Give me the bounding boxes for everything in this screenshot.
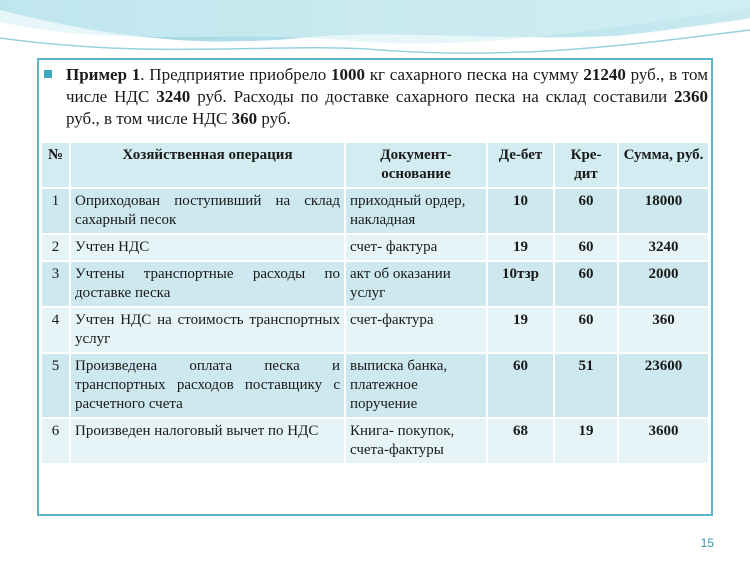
row-document: акт об оказании услуг <box>345 261 487 307</box>
intro-segment: руб., в том числе НДС <box>66 65 708 106</box>
row-sum: 3600 <box>618 418 709 464</box>
row-document: приходный ордер, накладная <box>345 188 487 234</box>
row-credit: 19 <box>554 418 618 464</box>
intro-segment: . Предприятие приобрело <box>140 65 331 84</box>
intro-number: 21240 <box>583 65 626 84</box>
intro-paragraph <box>44 64 708 130</box>
header-sum: Сумма, руб. <box>618 142 709 188</box>
intro-segment: руб., в том числе НДС <box>66 109 232 128</box>
intro-number: 3240 <box>156 87 191 106</box>
row-credit: 51 <box>554 353 618 418</box>
row-debit: 10тзр <box>487 261 554 307</box>
intro-segment: руб. <box>257 109 291 128</box>
row-credit: 60 <box>554 188 618 234</box>
header-debit: Де-бет <box>487 142 554 188</box>
row-document: счет- фактура <box>345 234 487 261</box>
operations-table <box>40 141 710 465</box>
intro-number: 1000 <box>331 65 365 84</box>
row-debit: 68 <box>487 418 554 464</box>
table-header-row <box>41 142 709 188</box>
row-operation: Произведен налоговый вычет по НДС <box>70 418 345 464</box>
intro-segment: руб. Расходы по доставке сахарного песка на склад составили <box>190 87 675 106</box>
header-operation: Хозяйственная операция <box>70 142 345 188</box>
row-debit: 19 <box>487 234 554 261</box>
intro-segment: кг сахарного песка на сумму <box>365 65 584 84</box>
bullet-square-icon <box>44 70 52 78</box>
row-document: счет-фактура <box>345 307 487 353</box>
row-number: 1 <box>41 188 70 234</box>
table-row <box>41 234 709 261</box>
table-row <box>41 353 709 418</box>
table-row <box>41 188 709 234</box>
row-credit: 60 <box>554 307 618 353</box>
header-number: № <box>41 142 70 188</box>
row-sum: 3240 <box>618 234 709 261</box>
example-label: Пример 1 <box>66 65 141 84</box>
row-document: выписка банка, платежное поручение <box>345 353 487 418</box>
table-row <box>41 307 709 353</box>
row-number: 3 <box>41 261 70 307</box>
row-operation: Учтен НДС на стоимость транспортных услуг <box>70 307 345 353</box>
table-row <box>41 418 709 464</box>
row-number: 6 <box>41 418 70 464</box>
row-sum: 23600 <box>618 353 709 418</box>
header-credit: Кре-дит <box>554 142 618 188</box>
row-debit: 19 <box>487 307 554 353</box>
row-sum: 360 <box>618 307 709 353</box>
row-operation: Учтены транспортные расходы по доставке песка <box>70 261 345 307</box>
row-sum: 18000 <box>618 188 709 234</box>
row-debit: 10 <box>487 188 554 234</box>
row-credit: 60 <box>554 261 618 307</box>
intro-text <box>66 64 708 130</box>
header-document: Документ-основание <box>345 142 487 188</box>
row-operation: Оприходован поступивший на склад сахарный песок <box>70 188 345 234</box>
row-operation: Произведена оплата песка и транспортных расходов поставщику с расчетного счета <box>70 353 345 418</box>
row-operation: Учтен НДС <box>70 234 345 261</box>
row-debit: 60 <box>487 353 554 418</box>
row-number: 2 <box>41 234 70 261</box>
page-number: 15 <box>700 536 714 550</box>
intro-number: 360 <box>231 109 258 128</box>
row-credit: 60 <box>554 234 618 261</box>
row-document: Книга- покупок, счета-фактуры <box>345 418 487 464</box>
table-row <box>41 261 709 307</box>
row-number: 4 <box>41 307 70 353</box>
row-number: 5 <box>41 353 70 418</box>
intro-number: 2360 <box>674 87 709 106</box>
row-sum: 2000 <box>618 261 709 307</box>
